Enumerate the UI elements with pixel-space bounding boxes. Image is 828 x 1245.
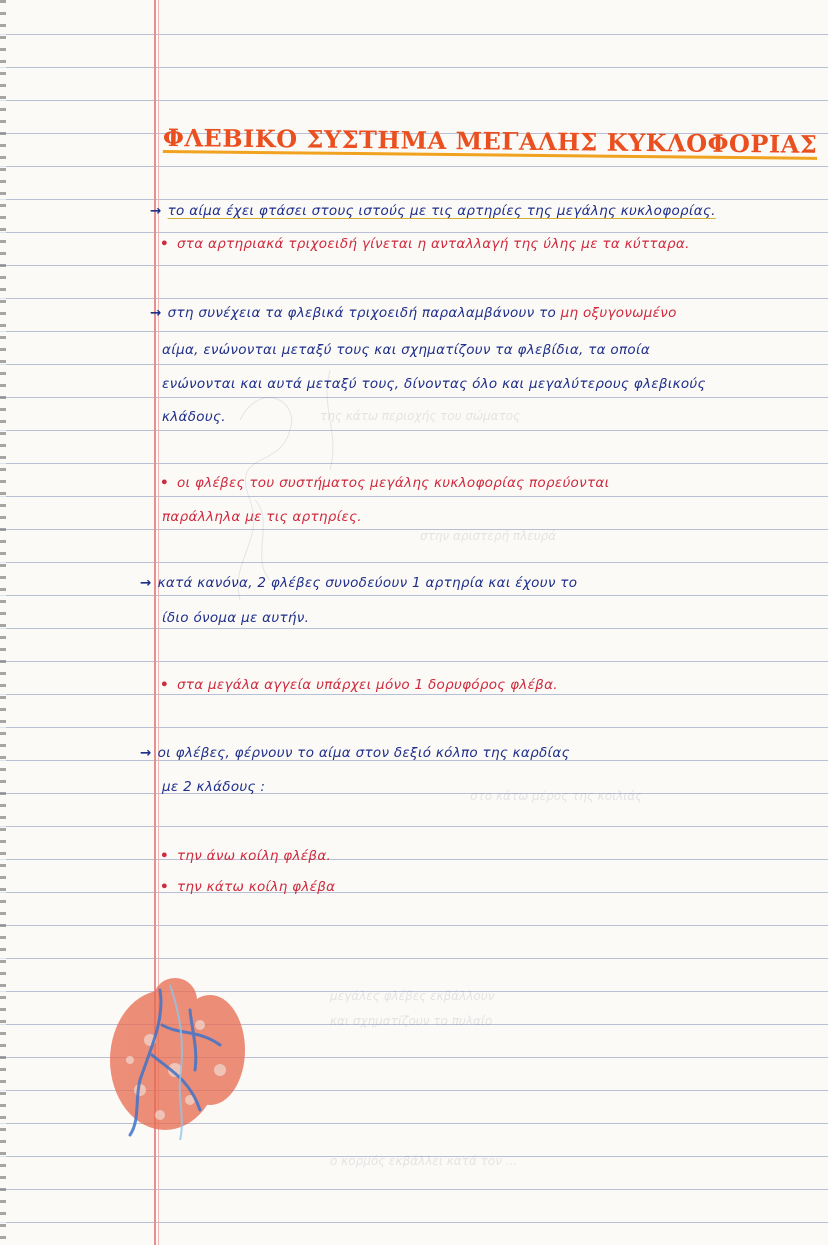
svg-text:στο κάτω μέρος της κοιλιάς: στο κάτω μέρος της κοιλιάς bbox=[470, 789, 643, 803]
spiral-binding-edge bbox=[0, 0, 6, 1245]
note-text: οι φλέβες του συστήματος μεγάλης κυκλοφορίας πορεύονται bbox=[176, 475, 610, 491]
svg-text:και σχηματίζουν το πυλαίο: και σχηματίζουν το πυλαίο bbox=[330, 1014, 493, 1028]
note-text: παράλληλα με τις αρτηρίες. bbox=[162, 509, 362, 525]
note-text: την άνω κοίλη φλέβα. bbox=[176, 848, 332, 864]
arrow-icon: → bbox=[140, 575, 152, 591]
note-text: ενώνονται και αυτά μεταξύ τους, δίνοντας όλο και μεγαλύτερους φλεβικούς bbox=[162, 376, 706, 392]
note-text: οι φλέβες, φέρνουν το αίμα στον δεξιό κόλπο της καρδίας bbox=[157, 745, 570, 761]
note-text: την κάτω κοίλη φλέβα bbox=[176, 879, 336, 895]
page-title: ΦΛΕΒΙΚΟ ΣΥΣΤΗΜΑ ΜΕΓΑΛΗΣ ΚΥΚΛΟΦΟΡΙΑΣ bbox=[162, 123, 818, 159]
svg-text:μεγάλες φλέβες εκβάλλουν: μεγάλες φλέβες εκβάλλουν bbox=[330, 989, 495, 1003]
svg-text:στην αριστερή πλευρά: στην αριστερή πλευρά bbox=[420, 529, 557, 543]
note-line-14 bbox=[160, 848, 331, 864]
svg-text:ο κορμός εκβάλλει κατά τον ...: ο κορμός εκβάλλει κατά τον ... bbox=[330, 1154, 518, 1168]
note-line-6 bbox=[162, 409, 226, 425]
note-line-10 bbox=[162, 610, 309, 626]
note-line-12 bbox=[140, 745, 570, 761]
note-line-7 bbox=[160, 475, 609, 491]
arrow-icon: → bbox=[140, 745, 152, 761]
note-line-3 bbox=[150, 305, 677, 321]
note-line-4 bbox=[162, 342, 650, 358]
bullet-icon: • bbox=[160, 677, 169, 693]
note-line-11 bbox=[160, 677, 558, 693]
note-text: κλάδους. bbox=[162, 409, 226, 425]
heart-sketch-drawing bbox=[80, 930, 280, 1150]
note-line-1 bbox=[150, 203, 716, 219]
note-line-13 bbox=[162, 779, 265, 795]
note-text: στα μεγάλα αγγεία υπάρχει μόνο 1 δορυφόρος φλέβα. bbox=[176, 677, 558, 693]
bullet-icon: • bbox=[160, 848, 169, 864]
note-text: κατά κανόνα, 2 φλέβες συνοδεύουν 1 αρτηρία και έχουν το bbox=[157, 575, 578, 591]
bullet-icon: • bbox=[160, 879, 169, 895]
note-text: με 2 κλάδους : bbox=[162, 779, 266, 795]
note-line-15 bbox=[160, 879, 335, 895]
note-line-8 bbox=[162, 509, 362, 525]
note-text: το αίμα έχει φτάσει στους ιστούς με τις αρτηρίες της μεγάλης κυκλοφορίας. bbox=[167, 203, 716, 219]
note-line-2 bbox=[160, 236, 690, 252]
svg-text:της κάτω περιοχής του σώματος: της κάτω περιοχής του σώματος bbox=[320, 409, 521, 423]
note-text: στα αρτηριακά τριχοειδή γίνεται η ανταλλαγή της ύλης με τα κύτταρα. bbox=[176, 236, 690, 252]
note-text: στη συνέχεια τα φλεβικά τριχοειδή παραλαμβάνουν το bbox=[167, 305, 557, 321]
highlight-text: μη οξυγονωμένο bbox=[560, 305, 677, 321]
note-line-9 bbox=[140, 575, 577, 591]
note-text: αίμα, ενώνονται μεταξύ τους και σχηματίζουν τα φλεβίδια, τα οποία bbox=[162, 342, 651, 358]
bullet-icon: • bbox=[160, 475, 169, 491]
arrow-icon: → bbox=[150, 305, 162, 321]
bullet-icon: • bbox=[160, 236, 169, 252]
note-text: ίδιο όνομα με αυτήν. bbox=[162, 610, 310, 626]
arrow-icon: → bbox=[150, 203, 162, 219]
note-line-5 bbox=[162, 376, 706, 392]
